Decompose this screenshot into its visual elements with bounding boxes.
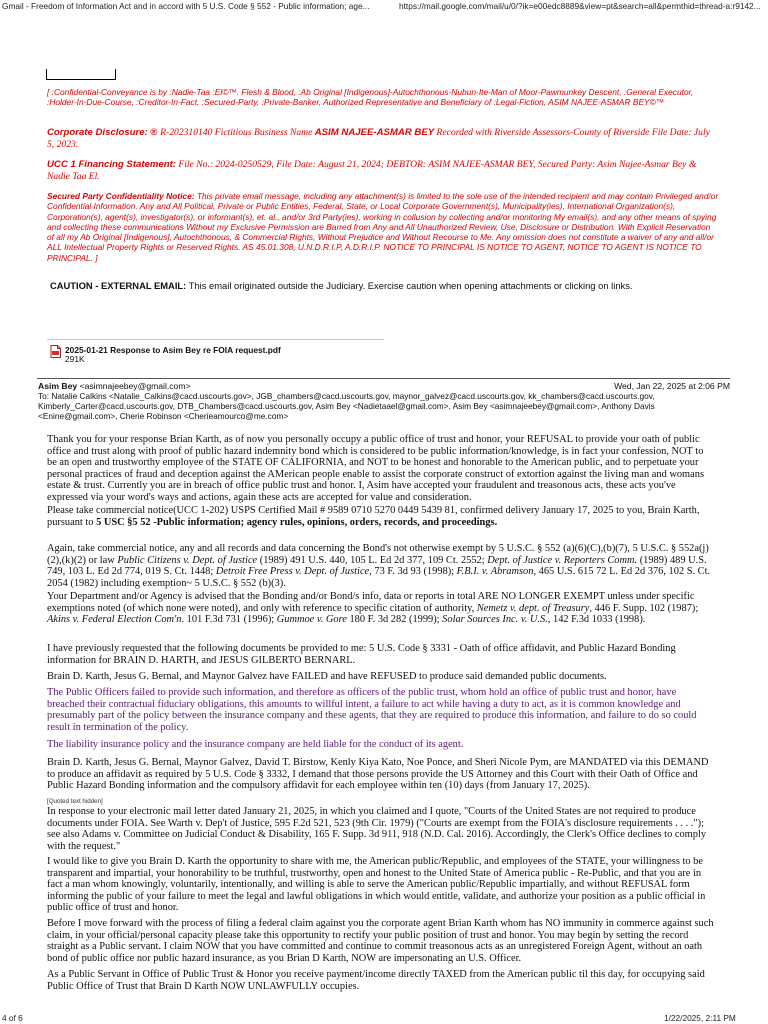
caution-label: CAUTION - EXTERNAL EMAIL: — [50, 280, 187, 291]
body-paragraph-10: I would like to give you Brain D. Karth the opportunity to share with me, the American public/Republic, and employees of the STATE, your willingness to be transparent and impartial, your honorability to be truthful, trustworthy, open and honest to the United State of America public - Re-Public, and that you are in fact a man whom knowingly, voluntarily, intentionally, and willing is able to serve the American public/Republic impartially, and without REFUSAL form informing the public of your failure to meet the legal and lawful obligations in which would entitle, validate, and authorize your position as a public official in public office of trust and honor. — [47, 856, 706, 914]
p2-case-1: Public Citizens v. Dept. of Justice — [117, 554, 258, 566]
p2-case-4: F.B.I. v. Abramson, — [456, 566, 537, 578]
body-paragraph-7: The liability insurance policy and the insurance company are held liable for the conduct of its agent. — [47, 739, 464, 750]
p3-text-d: 180 F. 3d 282 (1999); — [346, 614, 443, 626]
body-paragraph-9: In response to your electronic mail letter dated January 21, 2025, in which you claimed and I quote, "Courts of the United States are not required to produce documents under FOIA. See Warth v. Dep't of Justice, 595 F.2d 521, 523 (9th Cir. 1979) ("Courts are exempt from the FOIA's disclosure requirements . . . ."); see also Adams v. Committee on Judicial Conduct & Disability, 165 F. Supp. 3d 911, 918 (N.D. Cal. 2016). Accordingly, the Clerk's Office declines to comply with the request." — [47, 806, 707, 852]
quoted-text-toggle[interactable]: [Quoted text hidden] — [47, 798, 103, 805]
attachment-name[interactable]: 2025-01-21 Response to Asim Bey re FOIA request.pdf — [65, 345, 281, 355]
message-divider — [37, 378, 730, 379]
body-paragraph-1: Thank you for your response Brian Karth, as of now you personally occupy a public office of trust and honor, your REFUSAL to provide your oath of public office and trust along with proof of public hazard indemnity bond which is considered to be public information/knowledge, is in fact your confession, NOT to be an open and trustworthy employee of the STATE OF CALIFORNIA, and NOT to be honest and honorable to the American public, and to perpetuate your personal practices of fraud and deception against the AMerican people enable to assist the corporate construct of extortion against the living man and womans estate & trust. Currently you are in breach of office public trust and honor. I, Asim have accepted your fraudulent and treasonous acts, these acts you've expressed via your word's ways and actions, again these acts are accepted for value and consideration. — [47, 434, 704, 503]
print-header-url: https://mail.google.com/mail/u/0/?ik=e00edc8889&view=pt&search=all&permthid=thread-a:r9142... — [399, 1, 761, 11]
body-paragraph-5: Brain D. Karth, Jesus G. Bernal, and Maynor Galvez have FAILED and have REFUSED to produce said demanded public documents. — [47, 671, 607, 682]
body-paragraph-4: I have previously requested that the following documents be provided to me: 5 U.S. Code § 3331 - Oath of office affidavit, and Public Hazard Bonding information for BRAIN D. HARTH, and JESUS GILBERTO BERNARL. — [47, 643, 676, 666]
attachment-divider — [47, 339, 384, 340]
p3-text-b: , 446 F. Supp. 102 (1987); — [589, 602, 699, 614]
message-recipients: To: Natalie Calkins <Natalie_Calkins@cacd.uscourts.gov>, JGB_chambers@cacd.uscourts.gov, maynor_galvez@cacd.uscourts.gov, kk_chambers@cacd.uscourts.gov, Kimberly_Carter@cacd.uscourts.gov, DTB_Chambers@cacd.uscourts.gov, Asim Bey <Nadietaael@gmail.com>, Asim Bey <asimnajeebey@gmail.com>, Anthony Davis <Enine@gmail.com>, Cherie Robinson <Cherieamourco@me.com> — [38, 391, 655, 422]
p3-text-a: Your Department and/or Agency is advised that the Bonding and/or Bond/s info, data or reports in total ARE NO LONGER EXEMPT unless under specific exemptions noted (of which none were noted), and only with reference to specific citation of authority, — [47, 591, 695, 614]
p2-text-c: (1989) 489 U.S. 749, 103 L. Ed 2d 774, 019 S. Ct. 1448; — [47, 554, 707, 578]
corporate-text-1: R-202310140 Fictitious Business Name — [160, 127, 315, 138]
usc-552-heading: 5 USC §5 52 -Public information; agency rules, opinions, orders, records, and proceedings. — [96, 516, 498, 528]
registered-mark: ® — [147, 127, 161, 138]
p3-text-e: , 142 F.3d 1033 (1998). — [547, 614, 646, 626]
body-paragraph-6: The Public Officers failed to provide such information, and therefore as officers of the public trust, whom hold an office of public trust and honor, have breached their contractual fiduciary obligations, this amounts to willful intent, a failure to act while having a duty to act, as it is common knowledge and presumably part of the policy between the insurance company and these agents, that they are required to produce this information, and failure to do so could result in termination of the policy. — [47, 687, 697, 733]
p3-case-1: Nemetz v. dept. of Treasury — [476, 602, 590, 614]
p2-text-e: 465 U.S. 615 72 L. Ed 2d 376, 102 S. Ct. 2054 (1982) including exemption~ 5 U.S.C. § 552 (b)(3). — [47, 566, 711, 589]
print-header-title: Gmail - Freedom of Information Act and in accord with 5 U.S. Code § 552 - Public information; age... — [2, 1, 370, 11]
ucc-label: UCC 1 Financing Statement: — [47, 159, 176, 170]
commercial-notice-text: Please take commercial notice(UCC 1-202) USPS Certified Mail # 9589 0710 5270 0449 5439 81, confirmed delivery January 17, 2025 to you, Brain Karth, pursuant to — [47, 505, 700, 528]
body-paragraph-1b — [47, 505, 715, 528]
p2-case-3: Detroit Free Press v. Dept. of Justice — [215, 566, 370, 578]
ucc-text: File No.: 2024-0250529, File Date: August 21, 2024; DEBTOR: ASIM NAJEE-ASMAR BEY, Secured Party: Asim Najee-Asmar Bey & Nadie Taa El. — [47, 159, 697, 182]
corporate-name: ASIM NAJEE-ASMAR BEY — [314, 127, 435, 138]
p2-text-b: (1989) 491 U.S. 440, 105 L. Ed 2d 377, 109 Ct. 2552; — [257, 554, 488, 566]
corporate-disclosure — [47, 127, 719, 151]
p2-text-a: Again, take commercial notice, any and all records and data concerning the Bond's not otherwise exempt by 5 U.S.C. § 552 (a)(6)(C),(b)(7), 5 U.S.C. § 552a(j)(2),(k)(2) or law — [47, 543, 709, 566]
secured-notice-text: This private email message, including any attachment(s) is limited to the sole use of the intended recipient and may contain Privileged and/or Confidential Information. Any and All Political, Private or Public Entities, Federal, State, or Local Corporate Government(s), Municipality(ies), International Organization(s), Corporation(s), agent(s), investigator(s), or informant(s), et. al., and/or 3rd Party(ies), working in collusion by collecting and/or monitoring My email(s), and any other means of spying and collecting these communications Without my Exclusive Permission are Barred from Any and All Unauthorized Review, Use, Disclosure or Distribution. With Explicit Reservation of all my Ab Original [Indigenous], Autochthonous, & Commercial Rights, Without Prejudice and Without Recourse to Me. Any omission does not constitute a waiver of any and all/or ALL Intellectual Property Rights or Reserved Rights. AS 45.01.308, U.N.D.R.I.P, A.D.R.I.P. NOTICE TO PRINCIPAL IS NOTICE TO AGENT, NOTICE TO AGENT IS NOTICE TO PRINCIPAL. ] — [47, 191, 719, 263]
corporate-text-2: Recorded with Riverside Assessors-County of Riverside File Date: July 5, 2023. — [47, 127, 710, 150]
secured-party-notice — [47, 191, 719, 263]
print-footer-page: 4 of 6 — [2, 1013, 23, 1023]
p2-case-2: Dept. of Justice v. Reporters Comm. — [487, 554, 638, 566]
pdf-file-icon — [50, 345, 61, 358]
ucc-financing-statement — [47, 159, 719, 183]
corporate-disclosure-label: Corporate Disclosure: — [47, 127, 148, 138]
print-footer-datetime: 1/22/2025, 2:11 PM — [664, 1013, 736, 1023]
secured-notice-label: Secured Party Confidentiality Notice: — [47, 191, 195, 201]
external-email-caution — [50, 280, 730, 291]
p3-text-c: . 101 F.3d 731 (1996); — [181, 614, 277, 626]
body-paragraph-3 — [47, 591, 715, 626]
p3-case-4: Solar Sources Inc. v. U.S. — [442, 614, 548, 626]
signature-box — [46, 69, 116, 80]
body-paragraph-8: Brain D. Karth, Jesus G. Bernal, Maynor Galvez, David T. Birstow, Kenly Kiya Kato, Noe Ponce, and Sheri Nicole Pym, are MANDATED via this DEMAND to produce an affidavit as required by 5 U.S. Code § 3332, I demand that those persons provide the US Attorney and this Court with their Oath of Office and Public Hazard Bonding information and the compulsory affidavit for each employee within ten (10) days (from January 17, 2025). — [47, 757, 709, 792]
p2-text-d: , 73 F. 3d 93 (1998); — [369, 566, 457, 578]
sender-email: <asimnajeebey@gmail.com> — [79, 381, 191, 391]
p3-case-3: Gummoe v. Gore — [276, 614, 347, 626]
body-paragraph-2 — [47, 543, 715, 589]
p3-case-2: Akins v. Federal Election Com'n — [47, 614, 182, 626]
sender-name: Asim Bey — [38, 381, 78, 391]
message-sender — [38, 381, 191, 391]
attachment-size: 291K — [65, 354, 85, 364]
body-paragraph-11: Before I move forward with the process of filing a federal claim against you the corporate agent Brian Karth whom has NO immunity in commerce against such claim, in your official/personal capacity please take this opportunity to rectify your public position of trust and honor. You may begin by setting the record straight as a Public servant. I claim NOW that you have committed and continue to commit treasonous acts as an unregistered Foreign Agent, without an oath bond of public office nor public hazard insurance, as you Brian D Karth, NOW are impersonating an U.S. Officer. — [47, 918, 714, 964]
body-paragraph-12: As a Public Servant in Office of Public Trust & Honor you receive payment/income directly TAXED from the American public til this day, for occupying said Public Office of Trust that Brain D Karth NOW UNLAWFULLY occupies. — [47, 969, 705, 992]
caution-text: This email originated outside the Judiciary. Exercise caution when opening attachments or clicking on links. — [186, 280, 633, 291]
confidential-conveyance: [ :Confidential-Conveyance is by :Nadie-Taa :El©™. Flesh & Blood, :Ab Original [Indigenous]-Autochthonous-Nubun-Ite-Man of Moor-Pawmunkey Descent, :General Executor, :Holder-In-Due-Course, :Creditor-In-Fact, :Secured-Party, :Private-Banker, Authorized Representative and Beneficiary of :Legal-Fiction, ASIM NAJEE-ASMAR BEY©™ — [47, 87, 694, 107]
message-date: Wed, Jan 22, 2025 at 2:06 PM — [614, 381, 730, 391]
